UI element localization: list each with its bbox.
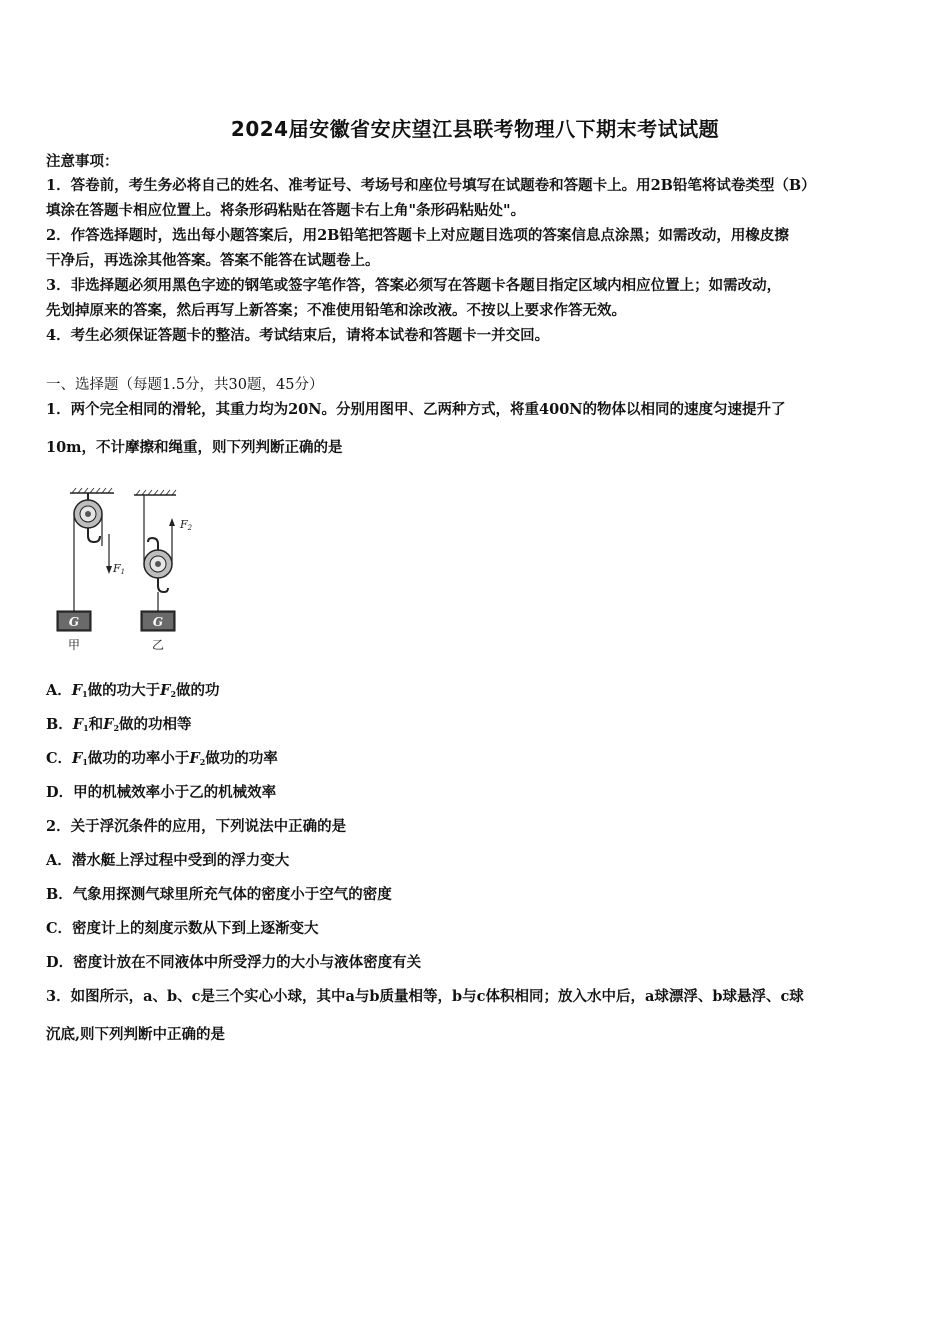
notice-line: 1．答卷前，考生务必将自己的姓名、准考证号、考场号和座位号填写在试题卷和答题卡上。用2B铅笔将试卷类型（B） bbox=[46, 177, 816, 194]
section-heading: 一、选择题（每题1.5分，共30题，45分） bbox=[46, 377, 324, 393]
q1-option-c: C．F1做功的功率小于F2做功的功率 bbox=[46, 750, 278, 767]
pulley-figure bbox=[50, 486, 210, 656]
notice-heading: 注意事项： bbox=[46, 153, 119, 170]
notice-line: 3．非选择题必须用黑色字迹的钢笔或签字笔作答，答案必须写在答题卡各题目指定区域内相应位置上；如需改动， bbox=[46, 277, 782, 294]
weight-right-label: G bbox=[152, 615, 164, 629]
q2-stem: 2．关于浮沉条件的应用，下列说法中正确的是 bbox=[46, 818, 347, 835]
q2-option-c: C．密度计上的刻度示数从下到上逐渐变大 bbox=[46, 920, 319, 937]
q1-option-b: B．F1和F2做的功相等 bbox=[46, 716, 192, 733]
label-jia: 甲 bbox=[67, 638, 81, 652]
q3-stem-line1: 3．如图所示，a、b、c是三个实心小球，其中a与b质量相等，b与c体积相同；放入水中后，a球漂浮、b球悬浮、c球 bbox=[46, 988, 804, 1005]
notice-line: 先划掉原来的答案，然后再写上新答案；不准使用铅笔和涂改液。不按以上要求作答无效。 bbox=[46, 302, 626, 319]
q2-option-b: B．气象用探测气球里所充气体的密度小于空气的密度 bbox=[46, 886, 392, 903]
q2-option-d: D．密度计放在不同液体中所受浮力的大小与液体密度有关 bbox=[46, 954, 422, 971]
hook bbox=[88, 528, 100, 542]
f1-label: F1 bbox=[113, 562, 126, 576]
notice-line: 4．考生必须保证答题卡的整洁。考试结束后，请将本试卷和答题卡一并交回。 bbox=[46, 327, 550, 344]
pulley-diagram bbox=[50, 486, 210, 656]
right-ceiling bbox=[134, 490, 176, 495]
q1-option-a: A．F1做的功大于F2做的功 bbox=[46, 682, 220, 699]
f2-label: F2 bbox=[180, 518, 193, 532]
label-yi: 乙 bbox=[151, 638, 165, 652]
q2-option-a: A．潜水艇上浮过程中受到的浮力变大 bbox=[46, 852, 290, 869]
q3-stem-line2: 沉底,则下列判断中正确的是 bbox=[46, 1026, 226, 1043]
notice-line: 干净后，再选涂其他答案。答案不能答在试题卷上。 bbox=[46, 252, 380, 269]
notice-line: 填涂在答题卡相应位置上。将条形码粘贴在答题卡右上角"条形码粘贴处"。 bbox=[46, 202, 526, 219]
q1-stem-line2: 10m，不计摩擦和绳重，则下列判断正确的是 bbox=[46, 439, 343, 456]
notice-line: 2．作答选择题时，选出每小题答案后，用2B铅笔把答题卡上对应题目选项的答案信息点涂黑；如需改动，用橡皮擦 bbox=[46, 227, 789, 244]
left-ceiling bbox=[70, 488, 114, 493]
q1-option-d: D．甲的机械效率小于乙的机械效率 bbox=[46, 784, 277, 801]
weight-left-label: G bbox=[68, 615, 80, 629]
page-title: 2024届安徽省安庆望江县联考物理八下期末考试试题 bbox=[230, 117, 720, 141]
q1-stem-line1: 1．两个完全相同的滑轮，其重力均为20N。分别用图甲、乙两种方式，将重400N的物体以相同的速度匀速提升了 bbox=[46, 401, 786, 418]
